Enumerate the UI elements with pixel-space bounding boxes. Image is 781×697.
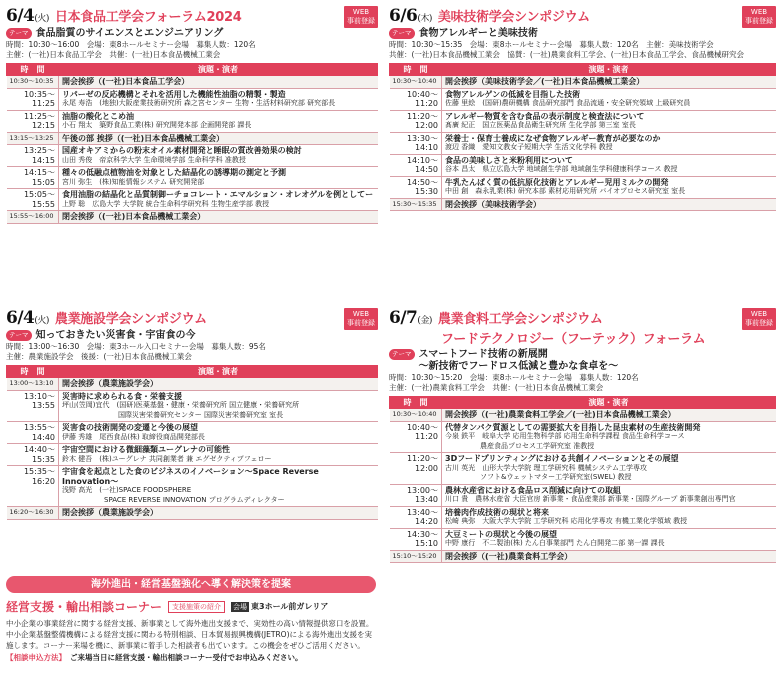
session-title: 農林水産省における食品ロス削減に向けての取組 [445, 485, 621, 495]
event-info: 時間：10:30〜15:20 会場：東8ホールセミナー会場 募集人数：120名 [389, 373, 639, 382]
session-detail [442, 409, 776, 422]
overseas-support-banner: 海外進出・経営基盤強化へ導く解決策を提案 [6, 576, 376, 593]
event-title: 農業食料工学会シンポジウム [437, 312, 603, 327]
session-title: 国産オキアミからの粉末オイル素材開発と睡眠の質改善効果の検討 [62, 146, 302, 155]
session-time: 15:55〜16:00 [7, 211, 59, 224]
program-row [7, 145, 378, 167]
theme-line [6, 330, 378, 342]
session-detail [59, 378, 378, 391]
session-title: 開会挨拶（美味技術学会／(一社)日本食品機械工業会） [445, 77, 645, 86]
theme-badge: テーマ [389, 28, 415, 39]
session-time: 13:00〜13:10 [7, 378, 59, 391]
event-title: 美味技術学会シンポジウム [437, 10, 590, 25]
session-speaker: 永尾 寿浩 (地独)大阪産業技術研究所 森之宮センター 生物・生活材料研究部 研究部長 [62, 99, 336, 107]
consult-header [6, 598, 378, 615]
session-title: 午後の部 挨拶（(一社)日本食品機械工業会） [62, 133, 225, 143]
session-title: 栄養士・保育士養成になぜ食物アレルギー教育が必要なのか [445, 133, 661, 143]
session-speaker: 中田 創 森永乳業(株) 研究本部 素材応用研究所 バイオプロセス研究室 室長 [445, 187, 686, 195]
program-row [390, 132, 776, 154]
support-measures-badge: 支援施策の紹介 [168, 601, 225, 613]
theme-text: 食物アレルギーと美味技術 [418, 28, 538, 39]
session-time: 14:50〜 15:30 [390, 176, 442, 198]
session-detail [442, 76, 776, 89]
theme-line [6, 28, 378, 40]
session-title: 食用油脂の結晶化と品質制御ーチョコレート・エマルション・オレオゲルを例としてー [62, 190, 374, 199]
session-time: 15:10〜15:20 [390, 550, 442, 563]
session-time: 10:30〜10:40 [390, 409, 442, 422]
program-row [7, 211, 378, 224]
col-program: 演題・演者 [59, 366, 378, 378]
session-time: 13:00〜 13:40 [390, 484, 442, 506]
event-organizers: 主催：農業施設学会 後援：(一社)日本食品機械工業会 [6, 352, 192, 361]
session-title: 閉会挨拶（農業施設学会） [62, 508, 158, 517]
session-time: 13:15〜13:25 [7, 132, 59, 145]
program-row [7, 88, 378, 110]
session-speaker: 谷本 昌太 県立広島大学 地域創生学部 地域創生学科健康科学コース 教授 [445, 165, 678, 173]
session-speaker: 坪山(笠岡)宜代 (国研)医薬基盤・健康・栄養研究所 国立健康・栄養研究所 国際災害栄養研究センター 国際災害栄養研究室 室長 [62, 401, 300, 419]
session-speaker: 宮川 弥生 (株)知能情報システム 研究開発部 [62, 177, 205, 186]
session-time: 11:25〜 12:15 [7, 110, 59, 132]
event-date: 6/6 [389, 6, 418, 26]
event-info: 時間：10:30〜15:35 会場：東8ホールセミナー会場 募集人数：120名 主催：美味技術学会 [389, 40, 714, 49]
session-detail [442, 484, 776, 506]
session-speaker: 伊藤 秀雄 尾西食品(株) 取締役商品開発部長 [62, 432, 205, 441]
venue-text: 東3ホール前ガレリア [251, 602, 329, 611]
consult-title: 経営支援・輸出相談コーナー [6, 600, 163, 614]
session-detail [442, 132, 776, 154]
program-row [390, 154, 776, 176]
session-detail [59, 88, 378, 110]
session-speaker: 渡辺 香織 愛知文教女子短期大学 生活文化学科 教授 [445, 143, 613, 151]
event-title: 農業施設学会シンポジウム [54, 312, 207, 327]
session-time: 10:40〜 11:20 [390, 421, 442, 453]
session-speaker: 浅野 高光 (一社)SPACE FOODSPHERE SPACE REVERSE INNOVATION プログラムディレクター [62, 486, 285, 504]
program-table [389, 63, 776, 211]
event-date: 6/7 [389, 308, 418, 328]
col-program: 演題・演者 [59, 64, 378, 76]
session-detail [442, 110, 776, 132]
program-row [7, 444, 378, 466]
session-time: 11:20〜 12:00 [390, 110, 442, 132]
session-detail [442, 550, 776, 563]
session-time: 13:40〜 14:20 [390, 506, 442, 528]
session-speaker: 山田 秀俊 帝京科学大学 生命環境学部 生命科学科 准教授 [62, 155, 246, 164]
section-header [6, 6, 378, 26]
session-time: 10:30〜10:40 [390, 76, 442, 89]
session-detail [59, 167, 378, 189]
session-detail [59, 466, 378, 507]
web-registration-badge[interactable]: WEB 事前登録 [742, 308, 776, 330]
col-program: 演題・演者 [442, 64, 776, 76]
program-row [390, 88, 776, 110]
event-date: 6/4 [6, 308, 35, 328]
web-registration-badge[interactable]: WEB 事前登録 [344, 6, 378, 28]
section-food-engineering-forum [6, 6, 378, 224]
session-title: 食物アレルゲンの低減を目指した技術 [445, 89, 581, 99]
col-time: 時 間 [7, 64, 59, 76]
session-time: 13:30〜 14:10 [390, 132, 442, 154]
session-time: 14:15〜 15:05 [7, 167, 59, 189]
session-detail [442, 176, 776, 198]
session-time: 10:40〜 11:20 [390, 88, 442, 110]
session-detail [59, 507, 378, 520]
session-title: リパーゼの反応機構とそれを活用した機能性油脂の精製・製造 [62, 89, 286, 99]
session-time: 16:20〜16:30 [7, 507, 59, 520]
event-info: 時間：13:00〜16:30 会場：東3ホール入口セミナー会場 募集人数：95名 [6, 342, 266, 351]
web-registration-badge[interactable]: WEB 事前登録 [344, 308, 378, 330]
theme-text: スマートフード技術の新展開 〜新技術でフードロス低減と豊かな食卓を〜 [418, 349, 619, 372]
program-row [7, 110, 378, 132]
session-time: 10:35〜 11:25 [7, 88, 59, 110]
theme-badge: テーマ [6, 330, 32, 341]
program-row [390, 110, 776, 132]
program-table [6, 365, 378, 520]
session-time: 13:10〜 13:55 [7, 390, 59, 422]
session-detail [59, 211, 378, 224]
session-speaker: 佐藤 里絵 (国研)農研機構 食品研究部門 食品流通・安全研究領域 上級研究員 [445, 99, 691, 107]
program-row [390, 453, 776, 485]
event-subtitle: フードテクノロジー（フーテック）フォーラム [441, 332, 706, 347]
session-title: 食品の美味しさと米粉利用について [445, 155, 573, 165]
program-row [7, 132, 378, 145]
session-time: 14:30〜 15:10 [390, 528, 442, 550]
session-detail [442, 453, 776, 485]
session-detail [59, 422, 378, 444]
event-title: 日本食品工学会フォーラム2024 [54, 10, 242, 25]
program-row [390, 76, 776, 89]
theme-line [389, 28, 776, 40]
event-weekday: (火) [34, 14, 49, 24]
session-detail [442, 154, 776, 176]
session-title: 培養肉作成技術の現状と将来 [445, 507, 549, 517]
program-table [6, 63, 378, 224]
theme-line [389, 349, 776, 373]
col-time: 時 間 [7, 366, 59, 378]
event-info: 時間：10:30〜16:00 会場：東8ホールセミナー会場 募集人数：120名 [6, 40, 256, 49]
session-title: 開会挨拶（農業施設学会） [62, 379, 158, 388]
col-program: 演題・演者 [442, 397, 776, 409]
session-detail [442, 421, 776, 453]
session-speaker: 今泉 鉄平 岐阜大学 応用生物科学部 応用生命科学課程 食品生命科学コース 農産食品プロセス工学研究室 准教授 [445, 432, 685, 450]
program-row [7, 466, 378, 507]
event-weekday: (木) [417, 14, 432, 24]
session-title: 宇宙空間における微細藻類ユーグレナの可能性 [62, 445, 230, 454]
session-detail [442, 198, 776, 211]
program-row [390, 409, 776, 422]
event-weekday: (金) [417, 316, 432, 326]
session-detail [59, 390, 378, 422]
application-method [6, 652, 378, 663]
session-title: 災害時に求められる食・栄養支援 [62, 391, 182, 401]
session-speaker: 川口 貴 農林水産省 大臣官房 新事業・食品産業部 新事業・国際グループ 新事業創出専門官 [445, 495, 736, 503]
session-time: 13:25〜 14:15 [7, 145, 59, 167]
session-title: 閉会挨拶（(一社)日本食品機械工業会） [62, 212, 206, 221]
session-speaker: 上野 聡 広島大学 大学院 統合生命科学研究科 生物生産学部 教授 [62, 199, 270, 208]
program-row [390, 421, 776, 453]
program-row [7, 76, 378, 89]
session-speaker: 小石 翔太 築野食品工業(株) 研究開発本部 企画開発部 課長 [62, 121, 252, 129]
col-time: 時 間 [390, 397, 442, 409]
session-time: 11:20〜 12:00 [390, 453, 442, 485]
session-time: 14:40〜 15:35 [7, 444, 59, 466]
session-title: 種々の低融点植物油を対象とした結晶化の誘導期の測定と予測 [62, 168, 286, 177]
event-organizers: 共催：(一社)日本食品機械工業会 協賛：(一社)農業食料工学会、(一社)日本食品工学会、食品機械研究会 [389, 50, 745, 59]
section-header [389, 6, 776, 26]
program-row [390, 528, 776, 550]
session-time: 10:30〜10:35 [7, 76, 59, 89]
session-detail [59, 76, 378, 89]
session-title: 大豆ミートの現状と今後の展望 [445, 529, 557, 539]
col-time: 時 間 [390, 64, 442, 76]
consultation-corner [6, 598, 378, 663]
program-row [7, 167, 378, 189]
session-detail [442, 506, 776, 528]
session-detail [59, 444, 378, 466]
session-title: 開会挨拶（(一社)農業食料工学会／(一社)日本食品機械工業会） [445, 410, 676, 419]
program-row [390, 550, 776, 563]
session-detail [442, 88, 776, 110]
session-title: 開会挨拶（(一社)日本食品工学会） [62, 77, 190, 86]
program-row [390, 176, 776, 198]
program-row [390, 484, 776, 506]
section-foodtech-forum [389, 308, 776, 563]
session-time: 15:35〜 16:20 [7, 466, 59, 507]
session-title: 宇宙食を起点とした食のビジネスのイノベーション〜Space Reverse Innovation〜 [62, 467, 319, 486]
session-detail [59, 189, 378, 211]
event-weekday: (火) [34, 316, 49, 326]
session-detail [59, 145, 378, 167]
program-row [390, 506, 776, 528]
session-speaker: 古川 英光 山形大学大学院 理工学研究科 機械システム工学専攻 ソフト&ウェットマター工学研究室(SWEL) 教授 [445, 463, 647, 481]
session-speaker: 鈴木 健吾 (株)ユーグレナ 共同創業者 兼 エグゼクティブフェロー [62, 454, 272, 463]
section-agri-facility-symposium [6, 308, 378, 520]
program-row [390, 198, 776, 211]
theme-text: 知っておきたい災害食・宇宙食の今 [35, 330, 196, 341]
event-organizers: 主催：(一社)日本食品工学会 共催：(一社)日本食品機械工業会 [6, 50, 221, 59]
session-time: 13:55〜 14:40 [7, 422, 59, 444]
application-method-label: 【相談申込方法】 [6, 653, 66, 662]
session-title: 災害食の技術開発の変遷と今後の展望 [62, 423, 198, 432]
session-title: 牛乳たんぱく質の低抗原化技術とアレルギー児用ミルクの開発 [445, 177, 669, 187]
application-method-text: ご来場当日に経営支援・輸出相談コーナー受付でお申込みください。 [70, 653, 303, 662]
section-bimi-symposium [389, 6, 776, 211]
program-table [389, 396, 776, 563]
consult-description: 中小企業の事業経営に関する経営支援、新事業として海外進出支援まで、実効性の高い情報提供窓口を設置。中小企業基盤整備機構による経営支援に関わる特別相談、日本貿易振興機構(JETRO)による海外進出支援を実施します。コーナー来場を機に、新事業に着手した相談者も出ています。この機会をぜひご活用ください。 [6, 619, 374, 650]
session-detail [59, 132, 378, 145]
session-title: 3Dフードプリンティングにおける共創イノベーションとその展望 [445, 454, 679, 463]
program-row [7, 390, 378, 422]
program-row [7, 189, 378, 211]
session-title: 代替タンパク質源としての需要拡大を目指した昆虫素材の生産技術開発 [445, 422, 701, 432]
theme-badge: テーマ [6, 28, 32, 39]
session-time: 15:30〜15:35 [390, 198, 442, 211]
session-speaker: 中野 康行 不二製油(株) たん白事業部門 たん白開発二部 第一課 課長 [445, 539, 665, 547]
program-row [7, 422, 378, 444]
session-speaker: 松崎 典弥 大阪大学大学院 工学研究科 応用化学専攻 有機工業化学領域 教授 [445, 517, 688, 525]
session-title: アレルギー物質を含む食品の表示制度と検査法について [445, 111, 645, 121]
session-time: 15:05〜 15:55 [7, 189, 59, 211]
session-title: 閉会挨拶（美味技術学会） [445, 199, 541, 209]
program-row [7, 378, 378, 391]
session-speaker: 髙廣 紀正 国立医薬品食品衛生研究所 生化学部 第三室 室長 [445, 121, 636, 129]
theme-badge: テーマ [389, 349, 415, 360]
event-organizers: 主催：(一社)農業食料工学会 共催：(一社)日本食品機械工業会 [389, 383, 604, 392]
session-time: 14:10〜 14:50 [390, 154, 442, 176]
web-registration-badge[interactable]: WEB 事前登録 [742, 6, 776, 28]
session-title: 油脂の酸化とこめ油 [62, 111, 134, 121]
event-date: 6/4 [6, 6, 35, 26]
section-header [389, 308, 776, 328]
session-detail [59, 110, 378, 132]
section-header [6, 308, 378, 328]
program-row [7, 507, 378, 520]
session-title: 閉会挨拶（(一社)農業食料工学会） [445, 551, 573, 561]
venue-badge: 会場 [233, 602, 248, 611]
session-detail [442, 528, 776, 550]
theme-text: 食品脂質のサイエンスとエンジニアリング [35, 28, 224, 39]
